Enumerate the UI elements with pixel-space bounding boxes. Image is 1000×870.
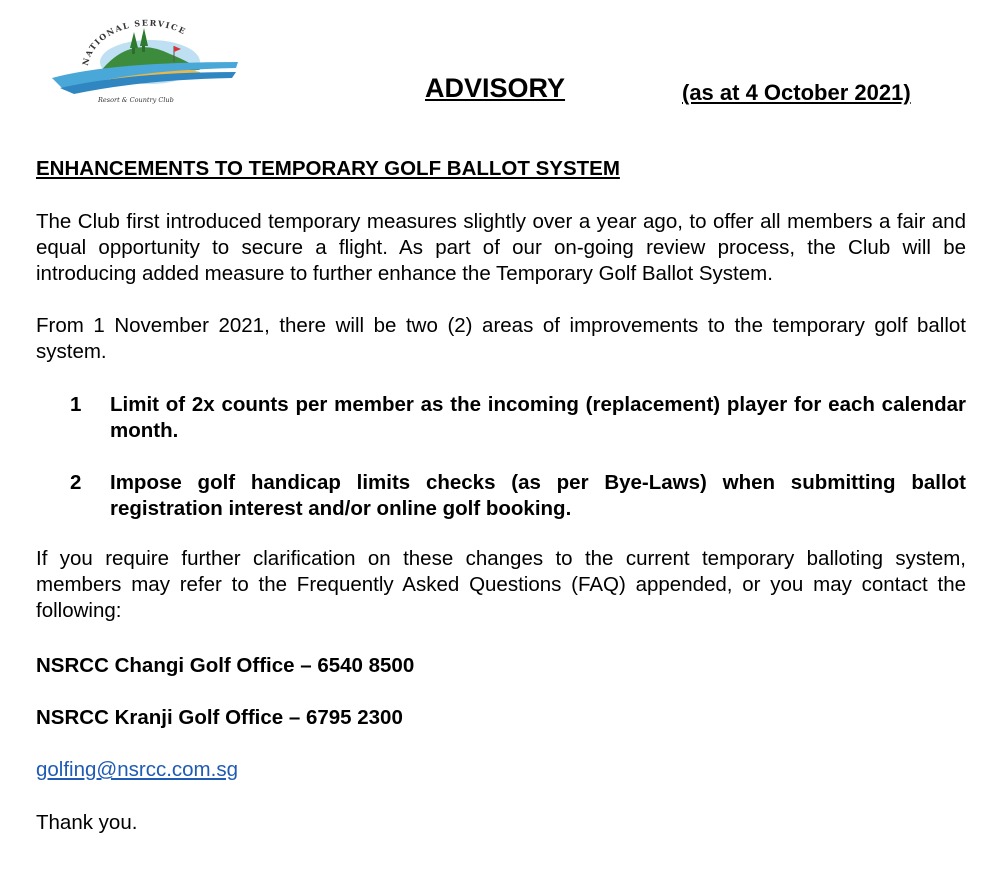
- email-link[interactable]: golfing@nsrcc.com.sg: [36, 758, 238, 781]
- logo-subtitle: Resort & Country Club: [98, 96, 174, 104]
- list-item-number: 2: [70, 471, 82, 494]
- section-heading: ENHANCEMENTS TO TEMPORARY GOLF BALLOT SYSTEM: [36, 157, 620, 180]
- thanks-text: Thank you.: [36, 811, 138, 834]
- advisory-title: ADVISORY: [425, 73, 566, 103]
- changi-office-contact: NSRCC Changi Golf Office – 6540 8500: [36, 654, 415, 677]
- club-logo: [50, 14, 240, 106]
- list-item-text: Limit of 2x counts per member as the incoming (replacement) player for each calendar month.: [110, 393, 966, 442]
- advisory-date: (as at 4 October 2021): [682, 80, 911, 105]
- logo-arc-text: NATIONAL SERVICE: [79, 17, 189, 67]
- improvements-paragraph: From 1 November 2021, there will be two (2) areas of improvements to the temporary golf ballot system.: [36, 314, 966, 363]
- clarification-paragraph: If you require further clarification on these changes to the current temporary balloting system, members may refer to the Frequently Asked Questions (FAQ) appended, or you may contact the following:: [36, 547, 966, 622]
- intro-paragraph: The Club first introduced temporary measures slightly over a year ago, to offer all members a fair and equal opportunity to secure a flight. As part of our on-going review process, the Club will be introducing added measure to further enhance the Temporary Golf Ballot System.: [36, 210, 966, 285]
- list-item-text: Impose golf handicap limits checks (as per Bye-Laws) when submitting ballot registration interest and/or online golf booking.: [110, 471, 966, 520]
- list-item-number: 1: [70, 393, 82, 416]
- list-item: [70, 392, 966, 444]
- kranji-office-contact: NSRCC Kranji Golf Office – 6795 2300: [36, 706, 403, 729]
- list-item: [70, 470, 966, 522]
